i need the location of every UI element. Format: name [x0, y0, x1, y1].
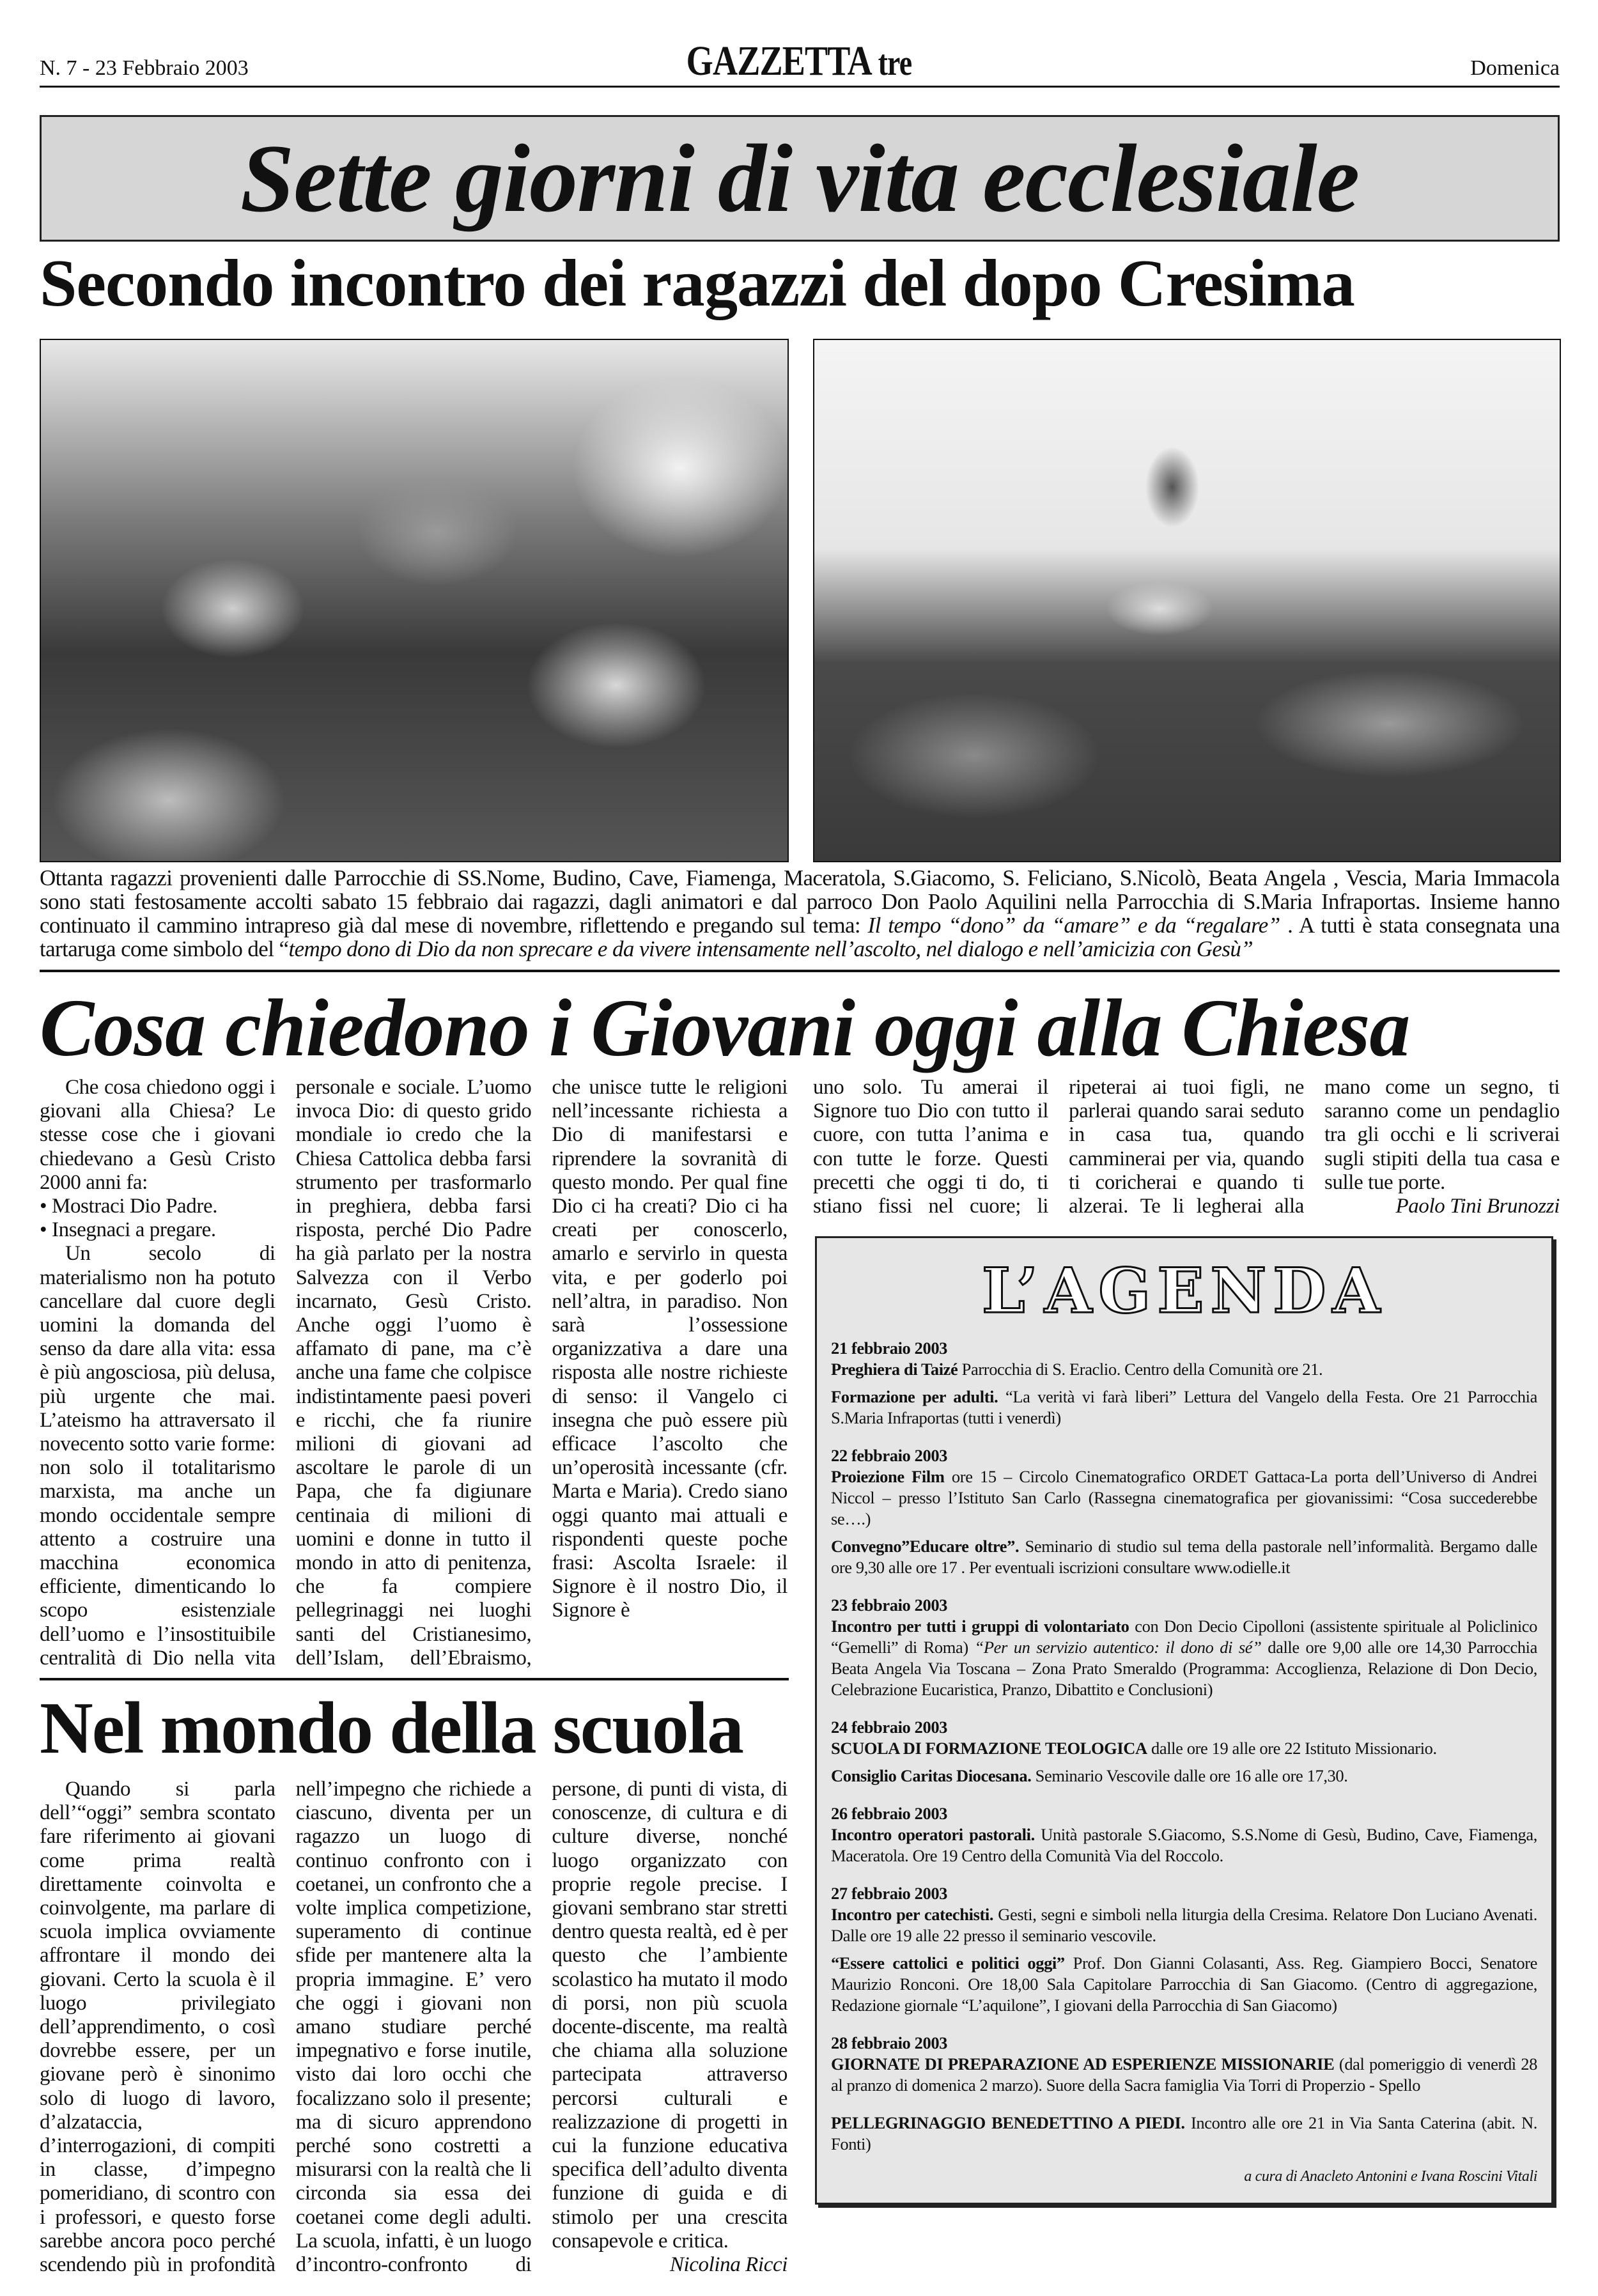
photo-caption — [40, 866, 1560, 961]
event-title: Incontro per catechisti. — [831, 1904, 994, 1924]
agenda-event — [831, 1616, 1537, 1700]
agenda-date: 21 febbraio 2003 — [831, 1338, 948, 1358]
agenda-day — [831, 2113, 1537, 2155]
caption-theme: Il tempo “dono” da “amare” e da “regalare” — [867, 913, 1280, 938]
agenda-day — [831, 1717, 1537, 1787]
author-signature: Paolo Tini Brunozzi — [1395, 1195, 1560, 1218]
event-title: SCUOLA DI FORMAZIONE TEOLOGICA — [831, 1738, 1147, 1758]
story1-headline: Secondo incontro dei ragazzi del dopo Cresima — [40, 245, 1354, 320]
story3-headline: Nel mondo della scuola — [40, 1687, 743, 1769]
header-rule — [40, 86, 1560, 88]
event-details: Prof. Don Gianni Colasanti, Ass. Reg. Giampiero Bocci, Senatore Maurizio Ronconi. Ore 18,00 Sala Capitolare Parrocchia di San Giacomo. (Centro di aggregazione, Redazione giornale “L’aquilone”, I giovani della Parrocchia di San Giacomo) — [831, 1953, 1538, 2015]
agenda-date: 22 febbraio 2003 — [831, 1445, 948, 1465]
event-title: Consiglio Caritas Diocesana. — [831, 1765, 1032, 1785]
agenda-day — [831, 1338, 1537, 1429]
paragraph: Quando si parla dell’“oggi” sembra scontato fare riferimento ai giovani come prima realtà direttamente coinvolta e coinvolgente, ma parlare di scuola implica ovviamente affrontare il mondo dei giovani. Certo la scuola è il luogo privilegiato dell’apprendimento, o così dovrebbe essere, per un giovane però è sinonimo solo di luogo di lavoro, d’alzataccia, d’interrogazioni, di compiti in classe, d’impegno pomeridiano, di scontro con i professori, e questo forse sarebbe ancora poco perché scendendo più in profondità nell’impegno che richiede a ciascuno, diventa per un ragazzo un luogo di continuo confronto con i coetanei, un confronto che a volte implica competizione, superamento di continue sfide per mantenere alta la propria immagine. E’ vero che oggi i giovani non amano studiare perché impegnativo e forse inutile, visto dai loro occhi che focalizzano solo il presente; ma di sicuro apprendono perché sono costretti a misurarsi con la realtà che li circonda sia essa dei coetanei come degli adulti. La scuola, infatti, è un luogo d’incontro-confronto di persone, di punti di vista, di conoscenze, di cultura e di culture diverse, nonché luogo organizzato con proprie regole precise. I giovani sembrano star stretti dentro questa realtà, ed è per questo che l’ambiente scolastico ha mutato il modo di porsi, non più scuola docente-discente, ma realtà che chiama alla soluzione partecipata attraverso percorsi culturali e realizzazione di progetti in cui la funzione educativa specifica dell’adulto diventa funzione di guida e di stimolo per una crescita consapevole e critica. — [40, 1778, 787, 2277]
photo-youth-seated — [40, 339, 789, 862]
divider-rule — [40, 970, 1560, 972]
agenda-event — [831, 1466, 1537, 1530]
story2-body-part2 — [813, 1076, 1560, 1218]
agenda-list — [831, 1338, 1537, 2187]
event-title: PELLEGRINAGGIO BENEDETTINO A PIEDI. — [831, 2113, 1185, 2132]
story3-body — [40, 1778, 787, 2277]
bullet-item: • Mostraci Dio Padre. — [40, 1195, 218, 1218]
event-title: Formazione per adulti. — [831, 1386, 998, 1406]
agenda-date: 28 febbraio 2003 — [831, 2033, 948, 2052]
agenda-event — [831, 2054, 1537, 2096]
issue-number-date: N. 7 - 23 Febbraio 2003 — [40, 56, 249, 80]
agenda-box — [815, 1236, 1553, 2205]
weekday: Domenica — [1470, 56, 1560, 80]
bullet-item: • Insegnaci a pregare. — [40, 1218, 216, 1242]
event-title: “Essere cattolici e politici oggi” — [831, 1953, 1065, 1973]
agenda-day — [831, 2033, 1537, 2096]
story2-headline: Cosa chiedono i Giovani oggi alla Chiesa — [40, 982, 1410, 1073]
masthead-suffix: tre — [878, 43, 912, 83]
event-title: Preghiera di Taizé — [831, 1359, 958, 1379]
divider-rule — [40, 1678, 789, 1680]
event-details: Seminario di studio sul tema della pastorale nell’informalità. Bergamo dalle ore 9,30 alle ore 17 . Per eventuali iscrizioni consultare www.odielle.it — [831, 1536, 1537, 1577]
agenda-event — [831, 1536, 1537, 1578]
agenda-credit: a cura di Anacleto Antonini e Ivana Roscini Vitali — [1244, 2168, 1537, 2185]
paragraph: uno solo. Tu amerai il Signore tuo Dio con tutto il cuore, con tutta l’anima e con tutte le forze. Questi precetti che oggi ti do, ti stiano fissi nel cuore; li ripeterai ai tuoi figli, ne parlerai quando sarai seduto in casa tua, quando camminerai per via, quando ti coricherai e quando ti alzerai. Te li legherai alla mano come un segno, ti saranno come un pendaglio tra gli occhi e li scriverai sugli stipiti della tua casa e sulle tue porte. — [813, 1076, 1560, 1218]
photo-chapel-gathering — [813, 339, 1561, 862]
agenda-event — [831, 1953, 1537, 2016]
paragraph: Un secolo di materialismo non ha potuto cancellare dal cuore degli uomini la domanda del senso da dare alla vita: essa è più angosciosa, più delusa, più urgente che mai. L’ateismo ha attraversato il novecento sotto varie forme: non solo il totalitarismo marxista, ma anche un mondo occidentale sempre attento a costruire una macchina economica efficiente, dimenticando lo scopo esistenziale dell’uomo e l’insostituibile centralità di Dio nella vita personale e sociale. L’uomo invoca Dio: di questo grido mondiale io credo che la Chiesa Cattolica debba farsi strumento per trasformarlo in preghiera, debba farsi risposta, perché Dio Padre ha già parlato per la nostra Salvezza con il Verbo incarnato, Gesù Cristo. Anche oggi l’uomo è affamato di pane, ma c’è anche una fame che colpisce indistintamente paesi poveri e ricchi, che fa riunire milioni di giovani ad ascoltare le parole di un Papa, che fa digiunare centinaia di milioni di uomini e donne in tutto il mondo in atto di penitenza, che fa compiere pellegrinaggi nei luoghi santi del Cristianesimo, dell’Islam, dell’Ebraismo, che unisce tutte le religioni nell’incessante richiesta a Dio di manifestarsi e riprendere la sovranità di questo mondo. Per qual fine Dio ci ha creati? Dio ci ha creati per conoscerlo, amarlo e servirlo in questa vita, e per goderlo poi nell’altra, in paradiso. Non sarà l’ossessione organizzativa a dare una risposta alle nostre richieste di senso: il Vangelo ci insegna che può essere più efficace l’ascolto che un’operosità incessante (cfr. Marta e Maria). Credo siano oggi quanto mai attuali e rispondenti queste poche frasi: Ascolta Israele: il Signore è il nostro Dio, il Signore è — [40, 1076, 787, 1670]
event-theme: “Per un servizio autentico: il dono di sé” — [974, 1637, 1262, 1657]
event-title: Incontro per tutti i gruppi di volontariato — [831, 1616, 1129, 1636]
story2-body-part1 — [40, 1076, 787, 1670]
paragraph: Che cosa chiedono oggi i giovani alla Chiesa? Le stesse cose che i giovani chiedevano a Gesù Cristo 2000 anni fa: — [40, 1076, 275, 1194]
author-signature: Nicolina Ricci — [669, 2253, 787, 2277]
agenda-event — [831, 1359, 1537, 1380]
agenda-event — [831, 2113, 1537, 2155]
caption-text: Ottanta ragazzi provenienti dalle Parrocchie di SS.Nome, Budino, Cave, Fiamenga, Maceratola, S.Giacomo, S. Feliciano, S.Nicolò, Beata Angela , Vescia, Maria Immacola sono stati festosamente accolti sabato 15 febbraio dai ragazzi, dagli animatori e dal parroco Don Paolo Aquilini nella Parrocchia di S.Maria Infraportas. Insieme hanno continuato il cammino intrapreso già dal mese di novembre, riflettendo e pregando sul tema: — [40, 865, 1560, 938]
event-details: (dal pomeriggio di venerdì 28 al pranzo di domenica 2 marzo). Suore della Sacra famiglia Via Torri di Properzio - Spello — [831, 2054, 1537, 2095]
agenda-date: 27 febbraio 2003 — [831, 1883, 948, 1903]
agenda-event — [831, 1738, 1537, 1759]
event-details: “La verità vi farà liberi” Lettura del Vangelo della Festa. Ore 21 Parrocchia S.Maria Infraportas (tutti i venerdì) — [831, 1386, 1537, 1427]
section-title: Sette giorni di vita ecclesiale — [240, 125, 1360, 232]
agenda-title: L’AGENDA — [981, 1255, 1387, 1327]
agenda-event — [831, 1824, 1537, 1866]
agenda-date: 23 febbraio 2003 — [831, 1595, 948, 1615]
agenda-day — [831, 1883, 1537, 2016]
event-details: Parrocchia di S. Eraclio. Centro della Comunità ore 21. — [958, 1359, 1323, 1379]
section-title-box — [40, 115, 1560, 242]
agenda-day — [831, 1803, 1537, 1866]
event-title: Convegno”Educare oltre”. — [831, 1536, 1020, 1556]
event-details: Seminario Vescovile dalle ore 16 alle ore 17,30. — [1031, 1765, 1348, 1785]
event-details: con Don Decio Cipolloni (assistente spirituale al Policlinico “Gemelli” di Roma) — [831, 1616, 1537, 1657]
event-details: Incontro alle ore 21 in Via Santa Caterina (abit. N. Fonti) — [831, 2113, 1537, 2153]
caption-text: . A tutti è stata consegnata una tartaruga come simbolo del “ — [40, 913, 1560, 961]
agenda-day — [831, 1445, 1537, 1578]
event-details: Gesti, segni e simboli nella liturgia della Cresima. Relatore Don Luciano Avenati. Dalle ore 19 alle 22 presso il seminario vescovile. — [831, 1904, 1537, 1945]
event-details: dalle ore 19 alle ore 22 Istituto Missionario. — [1147, 1738, 1437, 1758]
event-details: Unità pastorale S.Giacomo, S.S.Nome di Gesù, Budino, Cave, Fiamenga, Maceratola. Ore 19 Centro della Comunità Via del Roccolo. — [831, 1824, 1537, 1865]
masthead — [144, 37, 1454, 86]
event-title: Proiezione Film — [831, 1466, 945, 1486]
event-title: Incontro operatori pastorali. — [831, 1824, 1035, 1844]
masthead-name: GAZZETTA — [686, 38, 870, 84]
agenda-date: 24 febbraio 2003 — [831, 1717, 948, 1737]
agenda-event — [831, 1765, 1537, 1787]
event-details: dalle ore 9,00 alle ore 14,30 Parrocchia Beata Angela Via Toscana – Zona Prato Smeraldo (Programma: Accoglienza, Relazione di Don Decio, Celebrazione Eucaristica, Pranzo, Dibattito e Conclusioni) — [831, 1637, 1537, 1699]
caption-quote: tempo dono di Dio da non sprecare e da vivere intensamente nell’ascolto, nel dialogo e nell’amicizia con Gesù” — [288, 936, 1253, 961]
event-title: GIORNATE DI PREPARAZIONE AD ESPERIENZE MISSIONARIE — [831, 2054, 1335, 2074]
agenda-event — [831, 1386, 1537, 1429]
event-details: ore 15 – Circolo Cinematografico ORDET Gattaca-La porta dell’Universo di Andrei Niccol – presso l’Istituto San Carlo (Rassegna cinematografica per giovanissimi: “Cosa succederebbe se….) — [831, 1466, 1537, 1528]
agenda-day — [831, 1595, 1537, 1700]
agenda-date: 26 febbraio 2003 — [831, 1803, 948, 1823]
agenda-event — [831, 1904, 1537, 1946]
